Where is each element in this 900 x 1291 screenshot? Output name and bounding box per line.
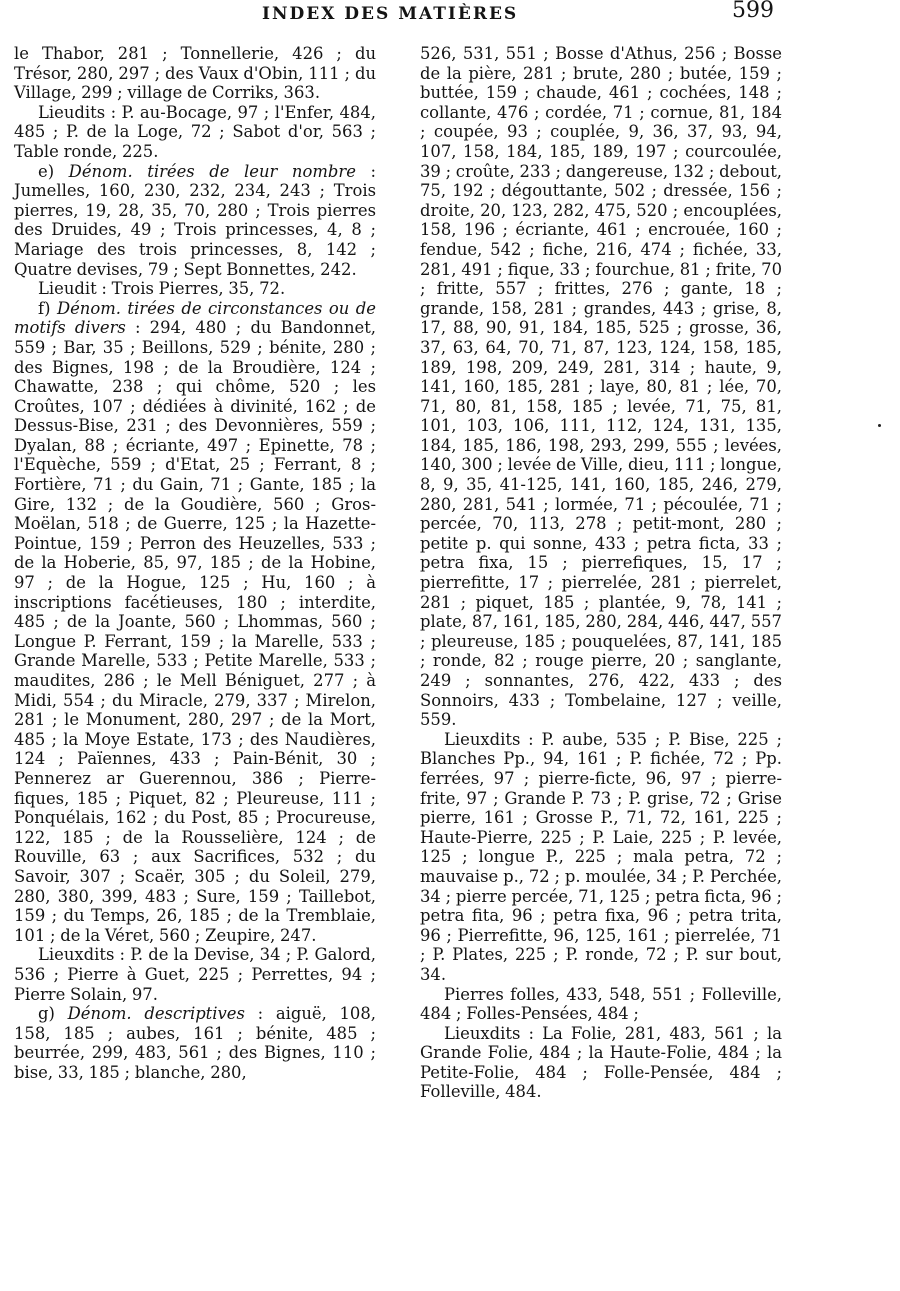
entry-text: Lieudits : P. au-Bocage, 97 ; l'Enfer, 484, 485 ; P. de la Loge, 72 ; Sabot d'or, 563 ; Table ronde, 225. (14, 102, 376, 161)
section-heading: Dénom. tirées de circonstances ou de motifs divers (14, 298, 376, 338)
index-entry (420, 730, 782, 985)
section-label: g) (38, 1004, 55, 1024)
index-entry (420, 44, 782, 730)
page-number: 599 (732, 0, 774, 23)
entry-text: : 294, 480 ; du Bandonnet, 559 ; Bar, 35 ; Beillons, 529 ; bénite, 280 ; des Bignes, 198 ; de la Broudière, 124 ; Chawatte, 238 ; qui chôme, 520 ; les Croûtes, 107 ; dédiées à divinité, 162 ; de Dessus-Bise, 231 ; des Devonnières, 559 ; Dyalan, 88 ; écriante, 497 ; Epinette, 78 ; l'Equèche, 559 ; d'Etat, 25 ; Ferrant, 8 ; Fortière, 71 ; du Gain, 71 ; Gante, 185 ; la Gire, 132 ; de la Goudière, 560 ; Gros-Moëlan, 518 ; de Guerre, 125 ; la Hazette-Pointue, 159 ; Perron des Heuzelles, 533 ; de la Hoberie, 85, 97, 185 ; de la Hobine, 97 ; de la Hogue, 125 ; Hu, 160 ; à inscriptions facétieuses, 180 ; interdite, 485 ; de la Joante, 560 ; Lhommas, 560 ; Longue P. Ferrant, 159 ; la Marelle, 533 ; Grande Marelle, 533 ; Petite Marelle, 533 ; maudites, 286 ; le Mell Béniguet, 277 ; à Midi, 554 ; du Miracle, 279, 337 ; Mirelon, 281 ; le Monument, 280, 297 ; de la Mort, 485 ; la Moye Estate, 173 ; des Naudières, 124 ; Païennes, 433 ; Pain-Bénit, 30 ; Pennerez ar Guerennou, 386 ; Pierre-fiques, 185 ; Piquet, 82 ; Pleureuse, 111 ; Ponquélais, 162 ; du Post, 85 ; Procureuse, 122, 185 ; de la Rousselière, 124 ; de Rouville, 63 ; aux Sacrifices, 532 ; du Savoir, 307 ; Scaër, 305 ; du Soleil, 279, 280, 380, 399, 483 ; Sure, 159 ; Taillebot, 159 ; du Temps, 26, 185 ; de la Tremblaie, 101 ; de la Véret, 560 ; Zeupire, 247. (14, 318, 376, 945)
index-entry (14, 1004, 376, 1082)
entry-text: Lieuxdits : La Folie, 281, 483, 561 ; la Grande Folie, 484 ; la Haute-Folie, 484 ; la Petite-Folie, 484 ; Folle-Pensée, 484 ; Folleville, 484. (420, 1023, 782, 1102)
entry-text: : aiguë, 108, 158, 185 ; aubes, 161 ; bénite, 485 ; beurrée, 299, 483, 561 ; des Bignes, 110 ; bise, 33, 185 ; blanche, 280, (14, 1004, 377, 1082)
section-heading: Dénom. tirées de leur nombre (68, 161, 356, 181)
index-entry (14, 279, 376, 299)
index-entry (14, 103, 376, 162)
index-column-left (14, 44, 376, 1082)
entry-text: Lieudit : Trois Pierres, 35, 72. (38, 279, 286, 299)
index-entry (14, 945, 376, 1004)
entry-text: Pierres folles, 433, 548, 551 ; Folleville, 484 ; Folles-Pensées, 484 ; (420, 984, 782, 1024)
entry-text: 526, 531, 551 ; Bosse d'Athus, 256 ; Bosse de la pière, 281 ; brute, 280 ; butée, 159 ; buttée, 159 ; chaude, 461 ; cochées, 148 ; collante, 476 ; cordée, 71 ; cornue, 81, 184 ; coupée, 93 ; couplée, 9, 36, 37, 93, 94, 107, 158, 184, 185, 189, 197 ; courcoulée, 39 ; croûte, 233 ; dangereuse, 132 ; debout, 75, 192 ; dégouttante, 502 ; dressée, 156 ; droite, 20, 123, 282, 475, 520 ; encouplées, 158, 196 ; écriante, 461 ; encrouée, 160 ; fendue, 542 ; fiche, 216, 474 ; fichée, 33, 281, 491 ; fique, 33 ; fourchue, 81 ; frite, 70 ; fritte, 557 ; frittes, 276 ; gante, 18 ; grande, 158, 281 ; grandes, 443 ; grise, 8, 17, 88, 90, 91, 184, 185, 525 ; grosse, 36, 37, 63, 64, 70, 71, 87, 123, 124, 158, 185, 189, 198, 209, 249, 281, 314 ; haute, 9, 141, 160, 185, 281 ; laye, 80, 81 ; lée, 70, 71, 80, 81, 158, 185 ; levée, 71, 75, 81, 101, 103, 106, 111, 112, 124, 131, 135, 184, 185, 186, 198, 293, 299, 555 ; levées, 140, 300 ; levée de Ville, dieu, 111 ; longue, 8, 9, 35, 41-125, 141, 160, 185, 246, 279, 280, 281, 541 ; lormée, 71 ; pécoulée, 71 ; percée, 70, 113, 278 ; petit-mont, 280 ; petite p. qui sonne, 433 ; petra ficta, 33 ; petra fixa, 15 ; pierrefiques, 15, 17 ; pierrefitte, 17 ; pierrelée, 281 ; pierrelet, 281 ; piquet, 185 ; plantée, 9, 78, 141 ; plate, 87, 161, 185, 280, 284, 446, 447, 557 ; pleureuse, 185 ; pouquelées, 87, 141, 185 ; ronde, 82 ; rouge pierre, 20 ; sanglante, 249 ; sonnantes, 276, 422, 433 ; des Sonnoirs, 433 ; Tombelaine, 127 ; veille, 559. (420, 44, 782, 730)
index-entry (14, 299, 376, 946)
stray-ink-dot (878, 424, 881, 427)
index-entry (14, 44, 376, 103)
running-title: INDEX DES MATIÈRES (262, 4, 519, 24)
entry-text: Lieuxdits : P. aube, 535 ; P. Bise, 225 ; Blanches Pp., 94, 161 ; P. fichée, 72 ; Pp. ferrées, 97 ; pierre-ficte, 96, 97 ; pierre-frite, 97 ; Grande P. 73 ; P. grise, 72 ; Grise pierre, 161 ; Grosse P., 71, 72, 161, 225 ; Haute-Pierre, 225 ; P. Laie, 225 ; P. levée, 125 ; longue P., 225 ; mala petra, 72 ; mauvaise p., 72 ; p. moulée, 34 ; P. Perchée, 34 ; pierre percée, 71, 125 ; petra ficta, 96 ; petra fita, 96 ; petra fixa, 96 ; petra trita, 96 ; Pierrefitte, 96, 125, 161 ; pierrelée, 71 ; P. Plates, 225 ; P. ronde, 72 ; P. sur bout, 34. (420, 729, 782, 984)
index-entry (420, 1024, 782, 1102)
entry-text: Lieuxdits : P. de la Devise, 34 ; P. Galord, 536 ; Pierre à Guet, 225 ; Perrettes, 94 ; Pierre Solain, 97. (14, 945, 376, 1004)
index-column-right (420, 44, 782, 1102)
page-header (0, 0, 900, 32)
index-entry (14, 162, 376, 280)
section-label: f) (38, 298, 51, 318)
section-heading: Dénom. descriptives (67, 1004, 245, 1024)
entry-text: le Thabor, 281 ; Tonnellerie, 426 ; du Trésor, 280, 297 ; des Vaux d'Obin, 111 ; du Village, 299 ; village de Corriks, 363. (14, 44, 376, 103)
entry-text: : Jumelles, 160, 230, 232, 234, 243 ; Trois pierres, 19, 28, 35, 70, 280 ; Trois pierres des Druides, 49 ; Trois princesses, 4, 8 ; Mariage des trois princesses, 8, 142 ; Quatre devises, 79 ; Sept Bonnettes, 242. (14, 161, 377, 279)
section-label: e) (38, 161, 55, 181)
index-entry (420, 985, 782, 1024)
